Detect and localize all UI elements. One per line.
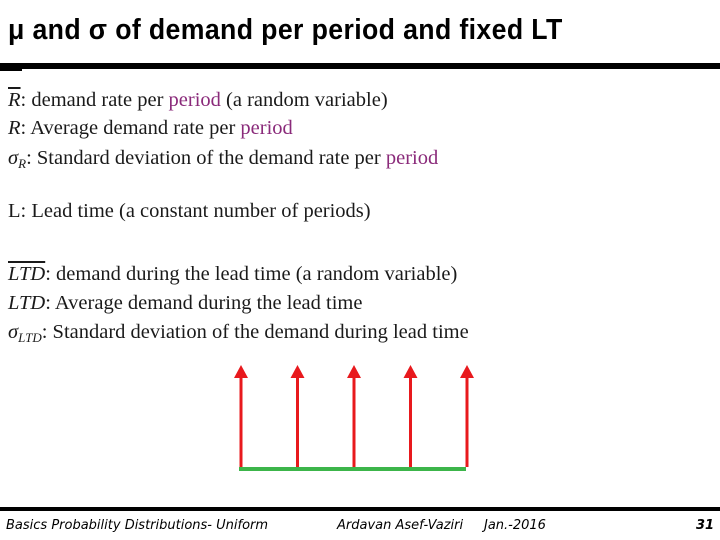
definition-r-text-end: (a random variable) [220,89,388,111]
symbol-sigma: σ [8,321,19,343]
arrow-head [404,365,418,378]
footer-rule [0,507,720,511]
demand-arrows [234,365,474,467]
symbol-r: $\overline{R}$ [8,89,21,111]
demand-arrow [404,365,418,467]
symbol-ltd: $\overline{LTD}$ [8,263,46,285]
symbol-r-average: R [8,117,21,139]
demand-arrow [460,365,474,467]
definition-ltd-average-text: : Average demand during the lead time [45,292,363,314]
slide-title: μ and σ of demand per period and fixed LT [8,14,563,46]
arrow-head [291,365,305,378]
definition-lead-time: L: Lead time (a constant number of periods) [8,200,371,222]
footer-author: Ardavan Asef-Vaziri [337,518,464,533]
symbol-ltd-average: LTD [8,292,46,314]
arrow-head [234,365,248,378]
demand-arrow [234,365,248,467]
period-highlight: period [240,117,293,139]
demand-arrow [347,365,361,467]
definition-sigma-r-text: : Standard deviation of the demand rate per [26,147,386,169]
footer-date: Jan.-2016 [484,518,546,533]
demand-arrow [291,365,305,467]
period-highlight: period [385,147,439,169]
footer-course: Basics Probability Distributions- Uniform [6,518,269,533]
definition-sigma-ltd-text: : Standard deviation of the demand during lead time [41,321,469,343]
arrow-head [460,365,474,378]
subscript-ltd: LTD [18,330,42,345]
definition-r-text: : demand rate per [20,89,169,111]
page-number: 31 [696,518,715,533]
subscript-r: R [18,156,27,171]
definition-r-average-text: : Average demand rate per [20,117,241,139]
definition-ltd-text: : demand during the lead time (a random variable) [45,263,458,285]
arrow-head [347,365,361,378]
period-highlight: period [168,89,221,111]
symbol-sigma: σ [8,147,19,169]
